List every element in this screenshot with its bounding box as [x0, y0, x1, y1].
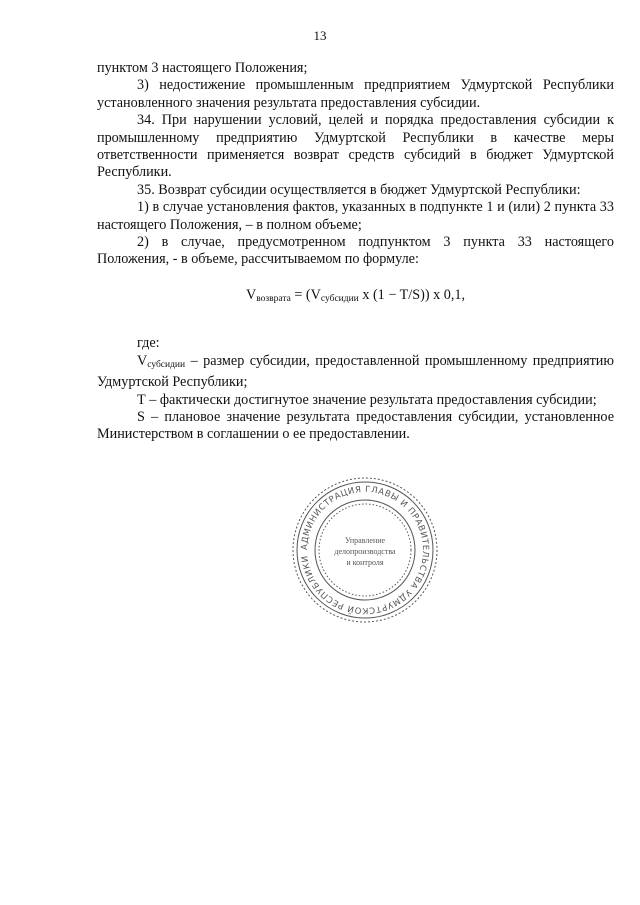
formula-v-subscript: возврата: [256, 293, 291, 304]
definition-t: [97, 392, 614, 409]
paragraph: 1) в случае установления фактов, указанных в подпункте 1 и (или) 2 пункта 33 настоящего Положения, – в полном объеме;: [97, 199, 614, 233]
stamp-center-line: и контроля: [346, 558, 384, 567]
formula-middle: = (V: [290, 286, 321, 303]
formula-subsidy-subscript: субсидии: [320, 293, 359, 304]
definition-symbol: V: [137, 352, 148, 369]
document-body: [97, 60, 614, 444]
definition-text: – плановое значение результата предоставления субсидии, установленное Министерством в соглашении о ее предоставлении.: [97, 408, 614, 443]
paragraph: 2) в случае, предусмотренном подпунктом 3 пункта 33 настоящего Положения, - в объеме, рассчитываемом по формуле:: [97, 234, 614, 268]
paragraph: 35. Возврат субсидии осуществляется в бюджет Удмуртской Республики:: [137, 181, 581, 198]
paragraph: 3) недостижение промышленным предприятием Удмуртской Республики установленного значения результата предоставления субсидии.: [97, 77, 614, 111]
definition-symbol: Т: [137, 391, 146, 408]
definition-v: [97, 353, 614, 392]
formula-v-symbol: V: [245, 286, 257, 303]
page-number: 13: [313, 28, 327, 43]
stamp-center-line: Управление: [344, 536, 386, 545]
where-label: где:: [137, 335, 160, 352]
definition-text: – фактически достигнутое значение результата предоставления субсидии;: [145, 391, 597, 408]
definition-text: – размер субсидии, предоставленной промышленному предприятию Удмуртской Республики;: [97, 352, 614, 391]
stamp-center-line: делопроизводства: [334, 547, 396, 556]
formula-rest: x (1 − T/S)) x 0,1,: [358, 286, 466, 303]
paragraph: пунктом 3 настоящего Положения;: [97, 60, 308, 76]
formula: [97, 287, 614, 308]
definition-subscript: субсидии: [147, 359, 186, 370]
stamp-ring-text: АДМИНИСТРАЦИЯ ГЛАВЫ И ПРАВИТЕЛЬСТВА УДМУРТСКОЙ РЕСПУБЛИКИ: [299, 484, 431, 616]
paragraph: 34. При нарушении условий, целей и порядка предоставления субсидии к промышленному предприятию Удмуртской Республики в качестве меры ответственности применяется возврат средств субсидий в бюджет Удмуртской Республики.: [97, 112, 614, 181]
definition-symbol: S: [137, 408, 145, 425]
official-stamp: [290, 475, 440, 625]
definition-s: [97, 409, 614, 444]
